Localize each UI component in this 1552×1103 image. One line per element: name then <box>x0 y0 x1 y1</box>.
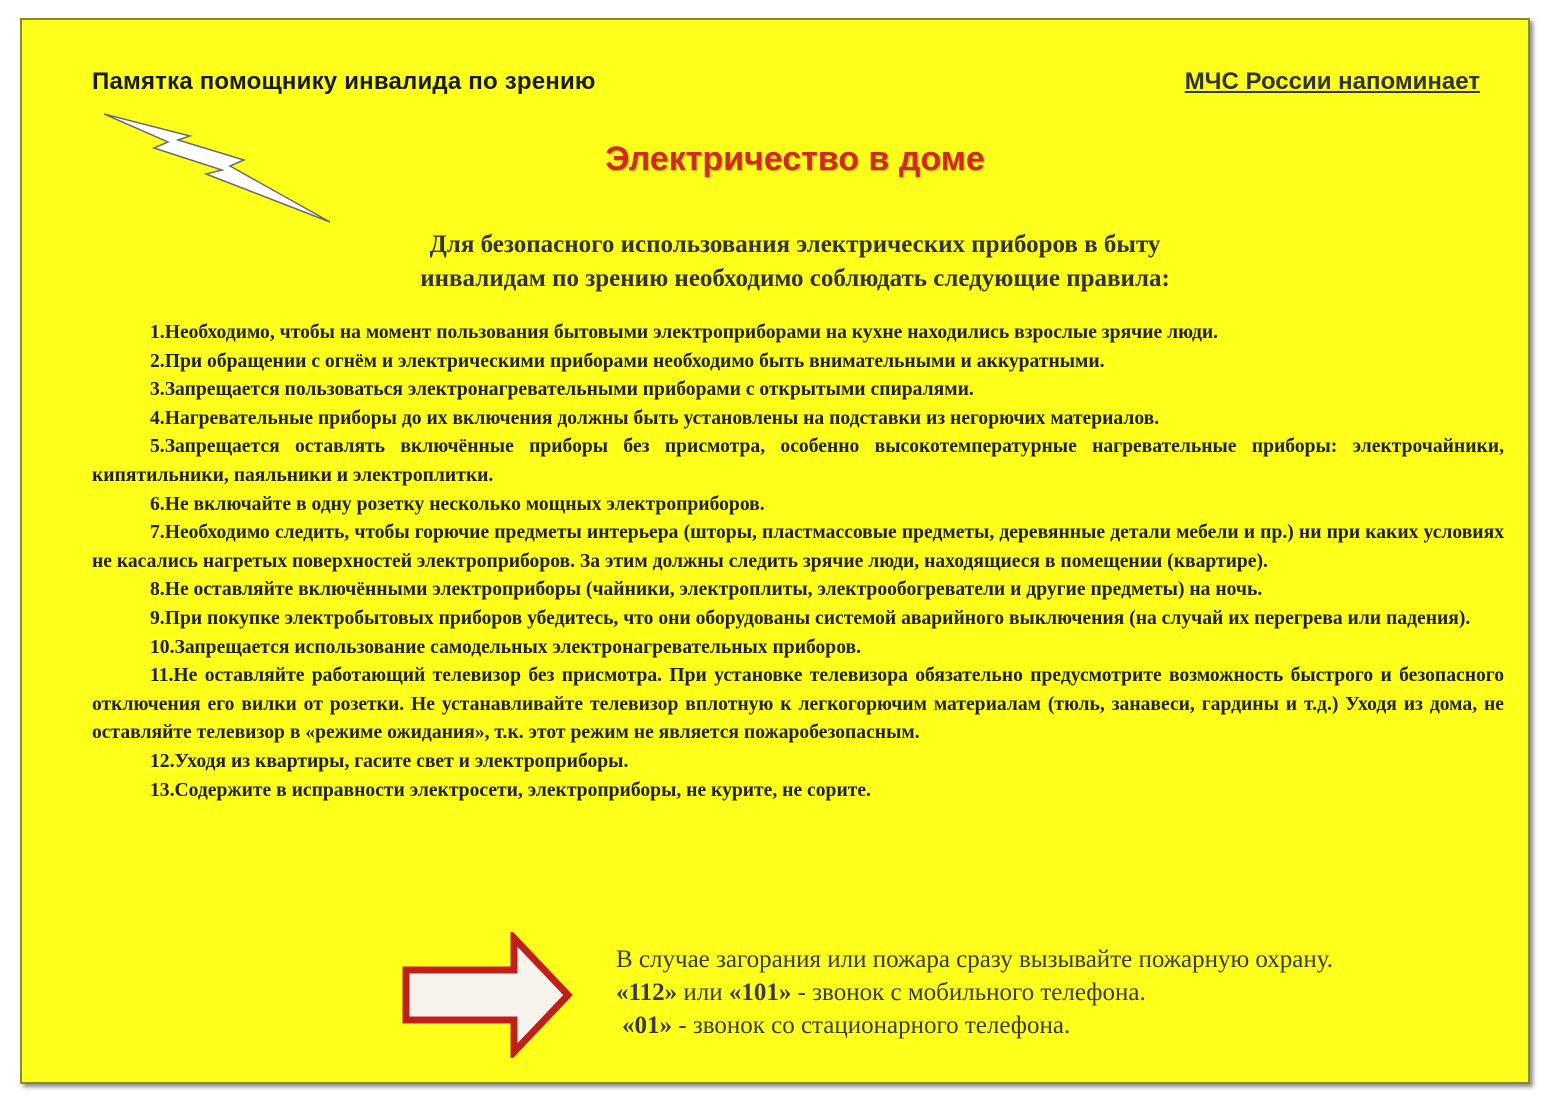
rule-number: 13. <box>150 779 175 801</box>
emergency-info <box>616 943 1333 1042</box>
rule-item <box>92 491 1504 520</box>
rule-text: Запрещается использование самодельных электронагревательных приборов. <box>174 636 861 658</box>
rule-item <box>92 662 1504 748</box>
rule-item <box>92 576 1504 605</box>
rule-item <box>92 634 1504 663</box>
rule-number: 4. <box>150 407 165 429</box>
rule-number: 2. <box>150 350 165 372</box>
rule-item <box>92 319 1504 348</box>
emergency-line-2 <box>616 976 1333 1009</box>
rule-text: Не оставляйте включёнными электроприборы (чайники, электроплиты, электрообогреватели и другие предметы) на ночь. <box>164 579 1263 601</box>
intro-text <box>22 228 1528 296</box>
rule-item <box>92 605 1504 634</box>
rule-item <box>92 433 1504 490</box>
rule-number: 7. <box>150 522 165 544</box>
rules-list <box>92 319 1504 805</box>
rule-number: 11. <box>150 665 174 687</box>
rule-text: Нагревательные приборы до их включения должны быть установлены на подставки из негорючих материалов. <box>164 407 1160 429</box>
rule-text: Не включайте в одну розетку несколько мощных электроприборов. <box>164 493 765 515</box>
rule-number: 8. <box>150 579 165 601</box>
rule-item <box>92 376 1504 405</box>
rule-text: При обращении с огнём и электрическими приборами необходимо быть внимательными и аккуратными. <box>164 350 1105 372</box>
rule-number: 12. <box>150 750 175 772</box>
rule-item <box>92 519 1504 576</box>
or-text: или <box>677 979 729 1006</box>
arrow-right-icon <box>398 932 578 1058</box>
rule-item <box>92 777 1504 806</box>
rule-item <box>92 748 1504 777</box>
rule-text: Уходя из квартиры, гасите свет и электроприборы. <box>174 750 629 772</box>
rule-text: Запрещается пользоваться электронагревательными приборами с открытыми спиралями. <box>164 379 974 401</box>
emergency-line-3 <box>616 1009 1333 1042</box>
rule-number: 6. <box>150 493 165 515</box>
rule-number: 9. <box>150 607 165 629</box>
phone-101[interactable]: «101» <box>728 979 792 1006</box>
rule-number: 3. <box>150 379 165 401</box>
rule-number: 1. <box>150 322 165 343</box>
rule-number: 5. <box>150 436 165 458</box>
rule-text: Необходимо, чтобы на момент пользования бытовыми электроприборами на кухне находились взрослые зрячие люди. <box>164 322 1219 343</box>
phone-112[interactable]: «112» <box>616 979 678 1006</box>
landline-suffix: - звонок со стационарного телефона. <box>672 1012 1071 1039</box>
rule-text: Содержите в исправности электросети, электроприборы, не курите, не сорите. <box>174 779 871 801</box>
rule-text: При покупке электробытовых приборов убедитесь, что они оборудованы системой аварийного выключения (на случай их перегрева или падения). <box>164 607 1471 629</box>
intro-line-1: Для безопасного использования электрических приборов в быту <box>429 231 1161 258</box>
memo-title: Памятка помощнику инвалида по зрению <box>92 68 596 95</box>
intro-line-2: инвалидам по зрению необходимо соблюдать следующие правила: <box>420 265 1170 292</box>
rule-number: 10. <box>150 636 175 658</box>
rule-text: Не оставляйте работающий телевизор без присмотра. При установке телевизора обязательно предусмотрите возможность быстрого и безопасного отключения его вилки от розетки. Не устанавливайте телевизор вплотную к легкогорючим материалам (тюль, занавеси, гардины и т.д.) Уходя из дома, не оставляйте телевизор в «режиме ожидания», т.к. этот режим не является пожаробезопасным. <box>92 665 1504 744</box>
rule-item <box>92 348 1504 377</box>
page-title: Электричество в доме <box>605 140 985 178</box>
phone-01[interactable]: «01» <box>622 1012 672 1039</box>
rule-text: Необходимо следить, чтобы горючие предметы интерьера (шторы, пластмассовые предметы, деревянные детали мебели и пр.) ни при каких условиях не касались нагретых поверхностей электроприборов. За этим должны следить зрячие люди, находящиеся в помещении (квартире). <box>92 522 1504 572</box>
mchs-reminder-link[interactable]: МЧС России напоминает <box>1184 68 1480 95</box>
memo-poster <box>20 18 1530 1084</box>
emergency-line-1: В случае загорания или пожара сразу вызывайте пожарную охрану. <box>616 946 1333 973</box>
rule-text: Запрещается оставлять включённые приборы без присмотра, особенно высокотемпературные нагревательные приборы: электрочайники, кипятильники, паяльники и электроплитки. <box>92 436 1504 486</box>
rule-item <box>92 405 1504 434</box>
mobile-suffix: - звонок с мобильного телефона. <box>791 979 1146 1006</box>
